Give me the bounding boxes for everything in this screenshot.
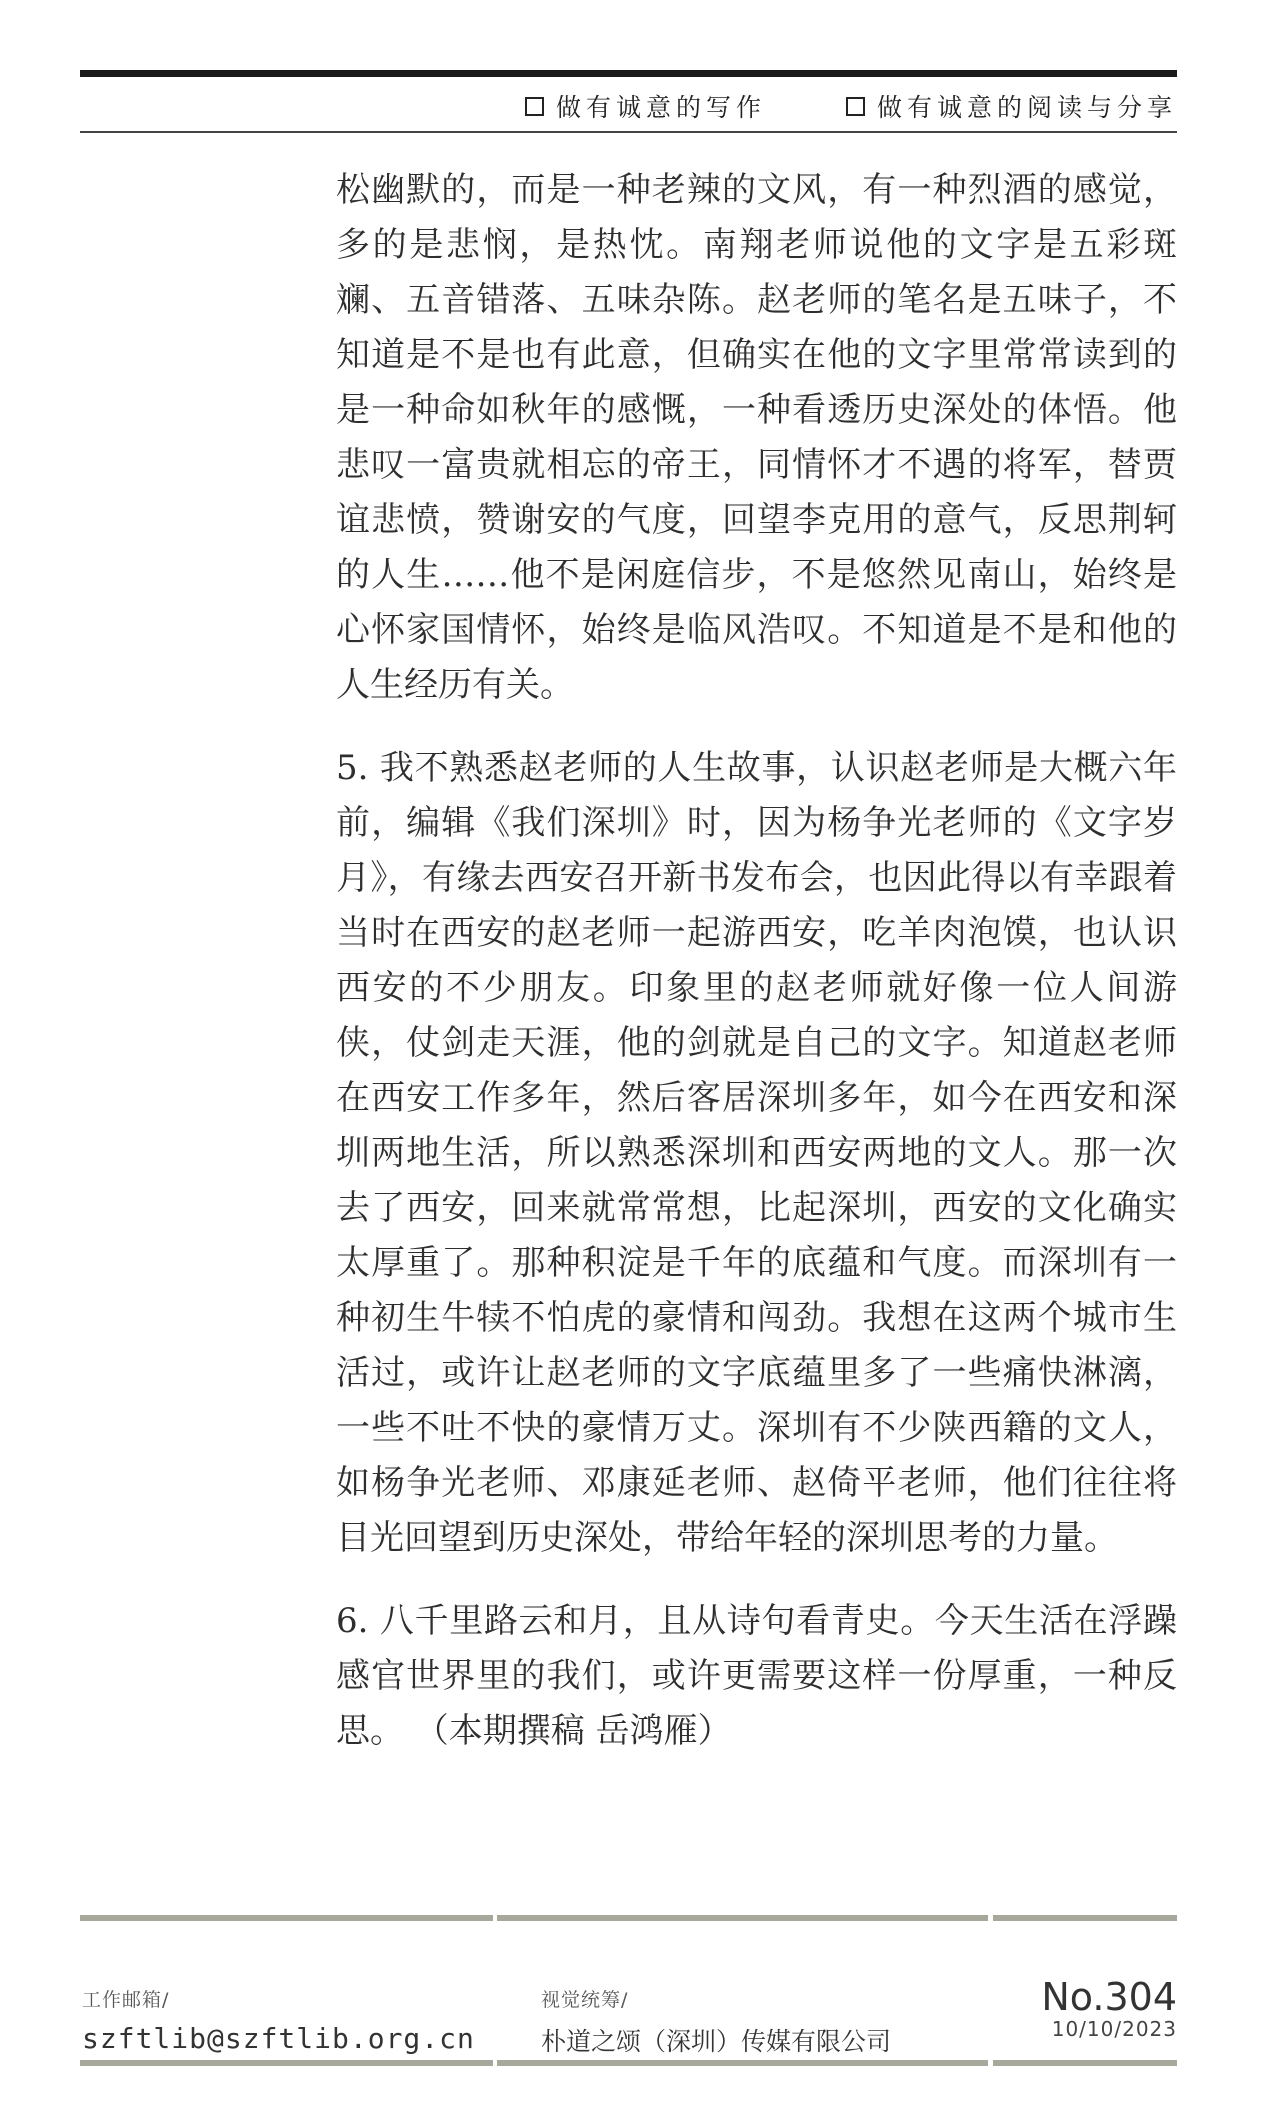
header-slogan-writing-text: 做有诚意的写作	[555, 93, 766, 122]
footer-rule	[497, 2060, 988, 2066]
paragraph: 松幽默的，而是一种老辣的文风，有一种烈酒的感觉，多的是悲悯，是热忱。南翔老师说他的文字是五彩斑斓、五音错落、五味杂陈。赵老师的笔名是五味子，不知道是不是也有此意，但确实在他的文字里常常读到的是一种命如秋年的感慨，一种看透历史深处的体悟。他悲叹一富贵就相忘的帝王，同情怀才不遇的将军，替贾谊悲愤，赞谢安的气度，回望李克用的意气，反思荆轲的人生……他不是闲庭信步，不是悠然见南山，始终是心怀家国情怀，始终是临风浩叹。不知道是不是和他的人生经历有关。	[336, 170, 1177, 705]
page-header	[80, 86, 1177, 126]
paragraph: 6. 八千里路云和月，且从诗句看青史。今天生活在浮躁感官世界里的我们，或许更需要这样一份厚重，一种反思。 （本期撰稿 岳鸿雁）	[336, 1601, 1177, 1751]
header-slogan-reading-text: 做有诚意的阅读与分享	[876, 93, 1177, 122]
article-body	[336, 163, 1177, 1787]
header-slogan-writing	[525, 88, 766, 124]
issue-number: No.304	[1041, 1975, 1177, 2019]
footer-issue	[1041, 1977, 1177, 2041]
footer-email	[82, 1985, 475, 2055]
email-address[interactable]: szftlib@szftlib.org.cn	[82, 2022, 475, 2055]
header-slogan-reading	[846, 88, 1177, 124]
footer-rule	[80, 1915, 493, 1921]
email-label: 工作邮箱/	[82, 1989, 170, 2011]
design-label: 视觉统筹/	[541, 1989, 629, 2011]
footer-rule	[80, 2060, 493, 2066]
top-rule	[80, 70, 1177, 77]
footer-rule	[993, 1915, 1177, 1921]
header-rule	[80, 131, 1177, 133]
issue-date: 10/10/2023	[1051, 2017, 1177, 2041]
footer-design	[541, 1985, 891, 2058]
footer-rule	[497, 1915, 988, 1921]
checkbox-square-icon	[525, 97, 544, 116]
design-company: 朴道之颂（深圳）传媒有限公司	[541, 2027, 892, 2056]
checkbox-square-icon	[846, 97, 865, 116]
footer-rule	[993, 2060, 1177, 2066]
paragraph: 5. 我不熟悉赵老师的人生故事，认识赵老师是大概六年前，编辑《我们深圳》时，因为杨争光老师的《文字岁月》，有缘去西安召开新书发布会，也因此得以有幸跟着当时在西安的赵老师一起游西安，吃羊肉泡馍，也认识西安的不少朋友。印象里的赵老师就好像一位人间游侠，仗剑走天涯，他的剑就是自己的文字。知道赵老师在西安工作多年，然后客居深圳多年，如今在西安和深圳两地生活，所以熟悉深圳和西安两地的文人。那一次去了西安，回来就常常想，比起深圳，西安的文化确实太厚重了。那种积淀是千年的底蕴和气度。而深圳有一种初生牛犊不怕虎的豪情和闯劲。我想在这两个城市生活过，或许让赵老师的文字底蕴里多了一些痛快淋漓，一些不吐不快的豪情万丈。深圳有不少陕西籍的文人，如杨争光老师、邓康延老师、赵倚平老师，他们往往将目光回望到历史深处，带给年轻的深圳思考的力量。	[336, 748, 1177, 1558]
